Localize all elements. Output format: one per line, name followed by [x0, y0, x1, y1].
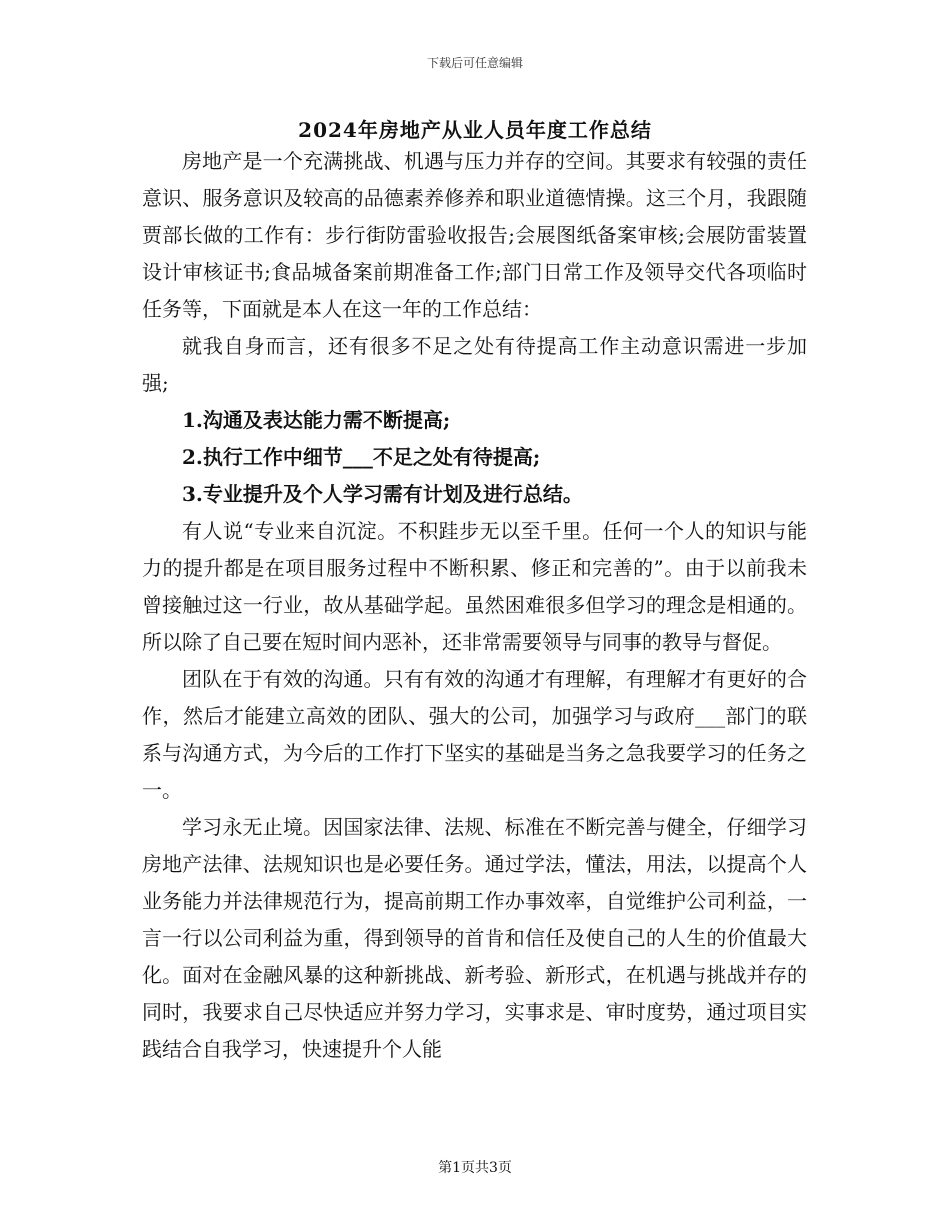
paragraph-team-communication: 团队在于有效的沟通。只有有效的沟通才有理解，有理解才有更好的合作，然后才能建立高效的团队、强大的公司，加强学习与政府___部门的联系与沟通方式，为今后的工作打下坚实的基础是当务之急我要学习的任务之一。: [142, 667, 807, 802]
page-number-footer: 第1页共3页: [438, 1160, 512, 1176]
list-item-professional: 3.专业提升及个人学习需有计划及进行总结。: [182, 482, 583, 506]
list-item-execution: 2.执行工作中细节___不足之处有待提高;: [182, 445, 541, 469]
paragraph-professional-accumulation: 有人说“专业来自沉淀。不积跬步无以至千里。任何一个人的知识与能力的提升都是在项目服务过程中不断积累、修正和完善的”。由于以前我未曾接触过这一行业，故从基础学起。虽然困难很多但学习的理念是相通的。所以除了自己要在短时间内恶补，还非常需要领导与同事的教导与督促。: [142, 519, 807, 654]
page-header-note: 下载后可任意编辑: [426, 56, 523, 70]
paragraph-intro: 房地产是一个充满挑战、机遇与压力并存的空间。其要求有较强的责任意识、服务意识及较高的品德素养修养和职业道德情操。这三个月，我跟随贾部长做的工作有：步行街防雷验收报告;会展图纸备案审核;会展防雷装置设计审核证书;食品城备案前期准备工作;部门日常工作及领导交代各项临时任务等，下面就是本人在这一年的工作总结：: [142, 149, 807, 321]
list-item-communication: 1.沟通及表达能力需不断提高;: [182, 408, 451, 432]
document-body: [142, 143, 807, 1068]
paragraph-shortcomings: 就我自身而言，还有很多不足之处有待提高工作主动意识需进一步加强;: [142, 334, 807, 395]
paragraph-learning: 学习永无止境。因国家法律、法规、标准在不断完善与健全，仔细学习房地产法律、法规知识也是必要任务。通过学法，懂法，用法，以提高个人业务能力并法律规范行为，提高前期工作办事效率，自觉维护公司利益，一言一行以公司利益为重，得到领导的首肯和信任及使自己的人生的价值最大化。面对在金融风暴的这种新挑战、新考验、新形式，在机遇与挑战并存的同时，我要求自己尽快适应并努力学习，实事求是、审时度势，通过项目实践结合自我学习，快速提升个人能: [142, 815, 807, 1061]
document-title: 2024年房地产从业人员年度工作总结: [298, 118, 652, 142]
